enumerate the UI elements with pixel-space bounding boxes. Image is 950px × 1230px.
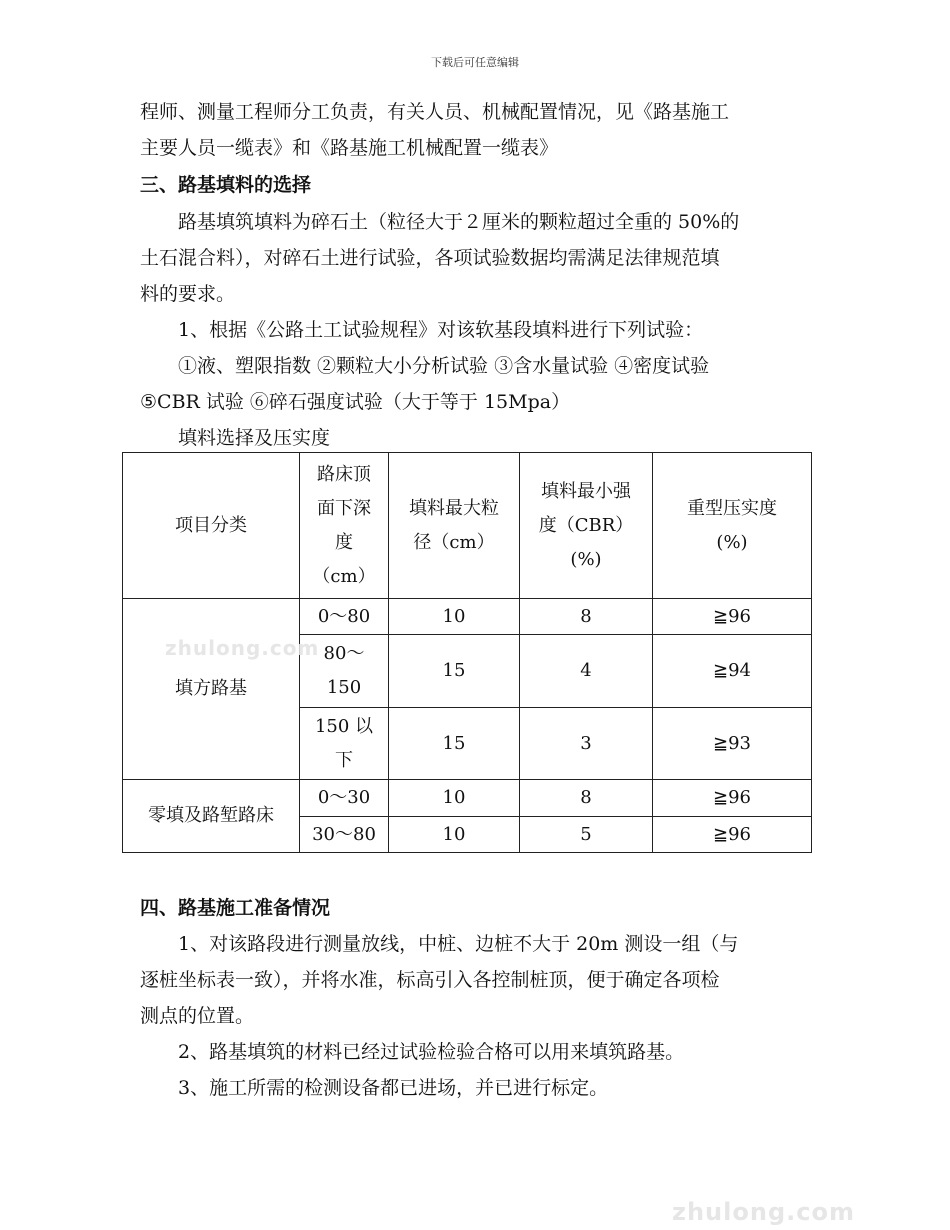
header-min-cbr-line: 填料最小强 (541, 480, 631, 502)
section-4-item-2: 2、路基填筑的材料已经过试验检验合格可以用来填筑路基。 (178, 1041, 685, 1063)
section-4-item-1-line-3: 测点的位置。 (140, 1005, 255, 1027)
header-min-cbr-line: (%) (570, 548, 602, 570)
watermark-text: zhulong.com (672, 1198, 855, 1226)
section-3-para-line-3: 料的要求。 (140, 283, 236, 305)
header-depth-line: 路床顶 (317, 463, 371, 485)
header-depth-line: 面下深 (317, 497, 371, 519)
header-category: 项目分类 (123, 453, 300, 599)
category-cell: 零填及路堑路床 (123, 780, 300, 853)
max-size-cell: 10 (389, 599, 520, 635)
header-depth-line: 度 (335, 531, 353, 553)
compaction-cell: ≧94 (653, 635, 812, 708)
depth-cell: 80～ 150 (300, 635, 389, 708)
header-max-size-line: 径（cm） (413, 531, 495, 553)
section-4-item-1-line-1: 1、对该路段进行测量放线，中桩、边桩不大于 20m 测设一组（与 (178, 933, 739, 955)
table-header-row (123, 453, 812, 599)
header-depth-line: （cm） (312, 565, 376, 587)
header-max-size-line: 填料最大粒 (409, 497, 499, 519)
header-compaction-line: 重型压实度 (687, 497, 777, 519)
min-cbr-cell: 8 (520, 599, 653, 635)
compaction-cell: ≧96 (653, 817, 812, 853)
depth-cell: 150 以 下 (300, 708, 389, 780)
section-3-para-line-2: 土石混合料），对碎石土进行试验，各项试验数据均需满足法律规范填 (140, 247, 720, 269)
page-header-note: 下载后可任意编辑 (431, 56, 519, 69)
table-row (123, 780, 812, 817)
table-caption: 填料选择及压实度 (178, 427, 331, 449)
depth-cell: 30～80 (300, 817, 389, 853)
max-size-cell: 15 (389, 635, 520, 708)
compaction-cell: ≧96 (653, 780, 812, 817)
intro-line-2: 主要人员一缆表》和《路基施工机械配置一缆表》 (140, 137, 559, 159)
category-cell: 填方路基 (123, 599, 300, 780)
section-4-item-1-line-2: 逐桩坐标表一致），并将水准，标高引入各控制桩顶，便于确定各项检 (140, 969, 720, 991)
max-size-cell: 10 (389, 780, 520, 817)
intro-line-1: 程师、测量工程师分工负责，有关人员、机械配置情况，见《路基施工 (140, 101, 730, 123)
tests-line-2: ⑤CBR 试验 ⑥碎石强度试验（大于等于 15Mpa） (140, 391, 571, 413)
tests-line-1: ①液、塑限指数 ②颗粒大小分析试验 ③含水量试验 ④密度试验 (178, 355, 710, 377)
section-3-heading: 三、路基填料的选择 (140, 174, 312, 196)
compaction-cell: ≧93 (653, 708, 812, 780)
section-4-heading: 四、路基施工准备情况 (140, 897, 331, 919)
max-size-cell: 15 (389, 708, 520, 780)
watermark-text: zhulong.com (165, 636, 320, 660)
header-min-cbr-line: 度（CBR） (538, 514, 634, 536)
table-row (123, 599, 812, 635)
header-depth (300, 453, 389, 599)
section-3-para-line-1: 路基填筑填料为碎石土（粒径大于２厘米的颗粒超过全重的 50%的 (178, 211, 740, 233)
max-size-cell: 10 (389, 817, 520, 853)
min-cbr-cell: 5 (520, 817, 653, 853)
depth-cell: 0～30 (300, 780, 389, 817)
header-compaction (653, 453, 812, 599)
min-cbr-cell: 3 (520, 708, 653, 780)
min-cbr-cell: 4 (520, 635, 653, 708)
min-cbr-cell: 8 (520, 780, 653, 817)
header-max-size (389, 453, 520, 599)
header-min-cbr (520, 453, 653, 599)
section-4-item-3: 3、施工所需的检测设备都已进场，并已进行标定。 (178, 1077, 609, 1099)
depth-cell: 0～80 (300, 599, 389, 635)
section-3-item-1: 1、根据《公路土工试验规程》对该软基段填料进行下列试验： (178, 319, 704, 341)
header-compaction-line: (%) (716, 531, 748, 553)
compaction-cell: ≧96 (653, 599, 812, 635)
